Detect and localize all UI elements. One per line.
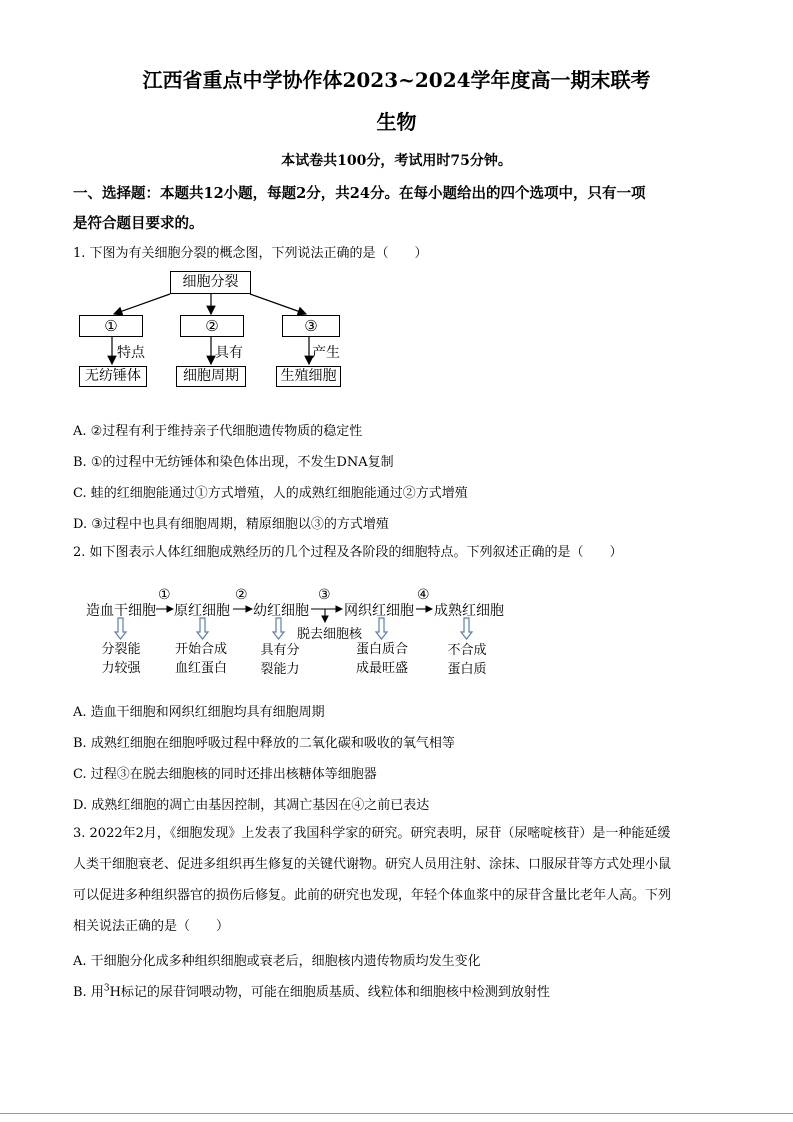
down-arrow-stage-2 — [197, 618, 208, 639]
stage-hematopoietic-stem-cell: 造血干细胞 — [86, 603, 156, 619]
stage-mature-rbc: 成熟红细胞 — [434, 603, 504, 619]
down-arrow-stage-5 — [461, 618, 472, 639]
feature-stage-4 — [349, 640, 415, 678]
feature-stage-2 — [168, 640, 234, 678]
exam-info: 本试卷共100分，考试用时75分钟。 — [281, 153, 512, 169]
feature-1-line1: 分裂能 — [101, 642, 141, 657]
node-2: ② — [180, 315, 244, 337]
feature-2-line1: 开始合成 — [174, 642, 227, 657]
step-3-note: 脱去细胞核 — [297, 627, 363, 642]
feature-3-line1: 具有分 — [260, 643, 300, 658]
page-bottom-divider — [0, 1113, 793, 1114]
q1-option-a: A. ②过程有利于维持亲子代细胞遗传物质的稳定性 — [73, 424, 363, 439]
down-arrow-stage-4 — [376, 618, 387, 639]
stage-proerythroblast: 原红细胞 — [174, 603, 230, 619]
q2-option-b: B. 成熟红细胞在细胞呼吸过程中释放的二氧化碳和吸收的氧气相等 — [73, 736, 455, 751]
step-2-label: ② — [235, 587, 248, 603]
edge-label-3: 产生 — [312, 345, 340, 361]
q3-option-b-prefix: B. 用 — [73, 985, 104, 1000]
feature-4-line1: 蛋白质合 — [355, 642, 408, 657]
q1-stem: 1. 下图为有关细胞分裂的概念图，下列说法正确的是（ ） — [73, 246, 428, 261]
node-3: ③ — [282, 315, 340, 337]
step-4-label: ④ — [417, 587, 430, 603]
down-arrow-stage-1 — [115, 618, 126, 639]
q3-option-b — [73, 981, 550, 1000]
q2-option-a: A. 造血干细胞和网织红细胞均具有细胞周期 — [73, 705, 325, 720]
step-1-label: ① — [158, 587, 171, 603]
stage-reticulocyte: 网织红细胞 — [344, 603, 414, 619]
q1-option-b: B. ①的过程中无纺锤体和染色体出现，不发生DNA复制 — [73, 455, 394, 470]
q3-stem-line4: 相关说法正确的是（ ） — [73, 919, 230, 934]
q1-option-c: C. 蛙的红细胞能通过①方式增殖，人的成熟红细胞能通过②方式增殖 — [73, 486, 468, 501]
q3-stem-line2: 人类干细胞衰老、促进多组织再生修复的关键代谢物。研究人员用注射、涂抹、口服尿苷等方式处理小鼠 — [73, 857, 672, 872]
section-heading-line1: 一、选择题：本题共12小题，每题2分，共24分。在每小题给出的四个选项中，只有一项 — [73, 185, 646, 202]
leaf-no-spindle: 无纺锤体 — [79, 366, 147, 387]
feature-5-line1: 不合成 — [447, 643, 487, 658]
q3-option-a: A. 干细胞分化成多种组织细胞或衰老后，细胞核内遗传物质均发生变化 — [73, 954, 481, 969]
section-heading-line2: 是符合题目要求的。 — [73, 215, 204, 232]
q3-stem-line3: 可以促进多种组织器官的损伤后修复。此前的研究也发现，年轻个体血浆中的尿苷含量比老年人高。下列 — [73, 888, 672, 903]
leaf-germ-cell: 生殖细胞 — [276, 366, 341, 387]
q2-stem: 2. 如下图表示人体红细胞成熟经历的几个过程及各阶段的细胞特点。下列叙述正确的是（ ） — [73, 545, 623, 560]
feature-5-line2: 蛋白质 — [447, 662, 487, 677]
edge-label-1: 特点 — [117, 345, 145, 361]
node-cell-division: 细胞分裂 — [170, 271, 251, 294]
feature-4-line2: 成最旺盛 — [355, 661, 408, 676]
subject-title: 生物 — [376, 110, 417, 134]
exam-title: 江西省重点中学协作体2023~2024学年度高一期末联考 — [142, 68, 651, 92]
feature-3-line2: 裂能力 — [260, 662, 300, 677]
leaf-cell-cycle: 细胞周期 — [176, 366, 246, 387]
feature-stage-3 — [253, 641, 307, 679]
down-arrow-stage-3 — [273, 618, 284, 639]
q3-option-b-superscript: 3 — [103, 983, 110, 994]
feature-stage-1 — [93, 640, 149, 678]
step-3-label: ③ — [318, 587, 331, 603]
q3-option-b-text: H标记的尿苷饲喂动物，可能在细胞质基质、线粒体和细胞核中检测到放射性 — [109, 985, 550, 1000]
feature-1-line2: 力较强 — [101, 661, 141, 676]
node-1: ① — [79, 315, 143, 337]
q2-option-d: D. 成熟红细胞的凋亡由基因控制，其凋亡基因在④之前已表达 — [73, 798, 430, 813]
edge-label-2: 具有 — [215, 345, 243, 361]
q1-option-d: D. ③过程中也具有细胞周期，精原细胞以③的方式增殖 — [73, 517, 389, 532]
feature-stage-5 — [440, 641, 494, 679]
feature-2-line2: 血红蛋白 — [174, 661, 227, 676]
stage-erythroblast: 幼红细胞 — [253, 603, 309, 619]
q2-option-c: C. 过程③在脱去细胞核的同时还排出核糖体等细胞器 — [73, 767, 377, 782]
q3-stem-line1: 3. 2022年2月，《细胞发现》上发表了我国科学家的研究。研究表明，尿苷（尿嘧啶核苷）是一种能延缓 — [73, 826, 671, 841]
